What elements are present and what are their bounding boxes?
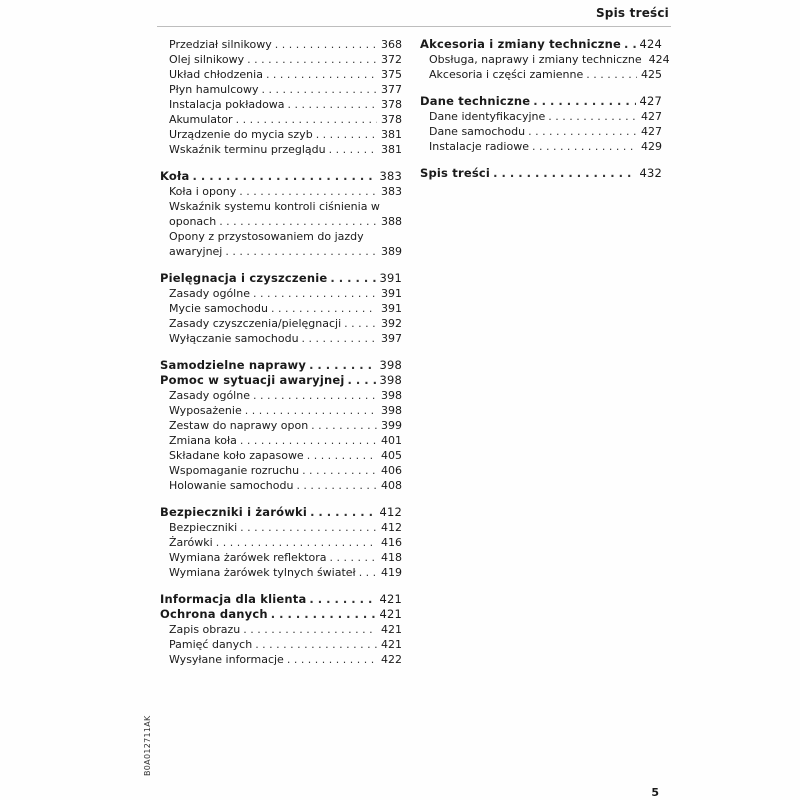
toc-page-number: 432 [639,166,662,180]
toc-heading[interactable] [160,505,402,520]
toc-entry-title: Obsługa, naprawy i zmiany techniczne [429,53,642,66]
toc-entry-title: Dane samochodu [429,125,526,138]
toc-page-number: 427 [641,125,662,138]
toc-entry[interactable] [160,403,402,418]
dot-leader [528,124,637,139]
toc-entry[interactable] [160,448,402,463]
toc-entry[interactable] [160,127,402,142]
toc-page-number: 421 [379,592,402,606]
dot-leader [533,94,636,109]
toc-page-number: 378 [381,113,402,126]
dot-leader [296,478,377,493]
toc-page-number: 421 [381,638,402,651]
toc-entry-title: Układ chłodzenia [169,68,263,81]
toc-entry[interactable] [160,565,402,580]
toc-entry-title: Wysyłane informacje [169,653,284,666]
toc-entry-title: Płyn hamulcowy [169,83,259,96]
dot-leader [310,505,376,520]
dot-leader [216,535,377,550]
toc-entry[interactable] [160,535,402,550]
toc-entry-title: Ochrona danych [160,607,268,621]
dot-leader [548,109,637,124]
toc-page-number: 398 [379,373,402,387]
toc-entry-title: Wymiana żarówek reflektora [169,551,327,564]
toc-section [420,166,662,181]
toc-entry-title: Wymiana żarówek tylnych świateł [169,566,356,579]
toc-page-number: 388 [381,215,402,228]
dot-leader [271,301,377,316]
dot-leader [586,67,637,82]
dot-leader [330,271,376,286]
toc-entry-title: Holowanie samochodu [169,479,294,492]
toc-page-number: 412 [381,521,402,534]
toc-entry[interactable] [160,112,402,127]
toc-page-number: 429 [641,140,662,153]
toc-page-number: 398 [381,389,402,402]
toc-page-number: 401 [381,434,402,447]
toc-page-number: 368 [381,38,402,51]
dot-leader [532,139,637,154]
dot-leader [329,142,377,157]
toc-section [160,592,402,667]
dot-leader [225,244,377,259]
toc-right-column [420,37,670,193]
toc-entry-title: Akcesoria i części zamienne [429,68,584,81]
toc-page-number: 408 [381,479,402,492]
dot-leader [253,286,377,301]
toc-heading[interactable] [420,37,662,52]
dot-leader [266,67,377,82]
dot-leader [309,592,376,607]
toc-entry[interactable] [160,433,402,448]
toc-entry[interactable] [160,52,402,67]
toc-entry-title: Spis treści [420,166,491,180]
toc-entry[interactable] [160,214,402,229]
toc-left-column [160,37,402,679]
toc-heading[interactable] [160,592,402,607]
toc-entry[interactable] [420,124,662,139]
dot-leader [302,331,377,346]
toc-entry-title: Zasady ogólne [169,389,250,402]
toc-heading[interactable] [420,166,662,181]
toc-section [160,169,402,259]
toc-entry[interactable] [420,109,662,124]
toc-entry[interactable] [160,550,402,565]
dot-leader [239,184,377,199]
toc-page-number: 424 [639,37,662,51]
dot-leader [243,622,377,637]
toc-heading[interactable] [160,373,402,388]
toc-entry-title: Zasady czyszczenia/pielęgnacji [169,317,342,330]
toc-entry[interactable] [160,142,402,157]
toc-entry[interactable] [160,37,402,52]
toc-section [420,37,670,82]
toc-page-number: 416 [381,536,402,549]
toc-page-number: 381 [381,128,402,141]
toc-entry[interactable] [160,463,402,478]
dot-leader [240,520,377,535]
toc-entry-title: Składane koło zapasowe [169,449,304,462]
dot-leader [261,82,377,97]
toc-page-number: 378 [381,98,402,111]
toc-entry-title: Mycie samochodu [169,302,268,315]
toc-page-number: 399 [381,419,402,432]
dot-leader [287,652,377,667]
toc-page-number: 412 [379,505,402,519]
toc-page-number: 405 [381,449,402,462]
toc-entry[interactable] [160,301,402,316]
dot-leader [302,463,377,478]
toc-entry[interactable] [160,244,402,259]
dot-leader [219,214,377,229]
toc-entry-title: Zasady ogólne [169,287,250,300]
toc-entry-title: Koła [160,169,190,183]
toc-entry-title: oponach [169,215,217,228]
toc-page-number: 372 [381,53,402,66]
dot-leader [344,316,377,331]
toc-page-number: 418 [381,551,402,564]
dot-leader [311,418,377,433]
toc-page-number: 425 [641,68,662,81]
toc-entry-title: Akcesoria i zmiany techniczne [420,37,622,51]
toc-entry-title: Wyposażenie [169,404,242,417]
toc-page-number: 424 [648,53,670,66]
toc-entry[interactable] [160,67,402,82]
dot-leader [253,388,377,403]
page-number: 5 [651,786,659,799]
toc-entry[interactable] [160,331,402,346]
toc-entry-title: Pamięć danych [169,638,253,651]
toc-entry[interactable] [160,622,402,637]
toc-section [160,358,402,493]
toc-page-number: 419 [381,566,402,579]
dot-leader [240,433,377,448]
toc-entry-title: Bezpieczniki [169,521,238,534]
toc-entry[interactable] [160,478,402,493]
dot-leader [307,448,377,463]
toc-entry[interactable] [160,520,402,535]
toc-entry-title: Akumulator [169,113,233,126]
toc-entry-title: Instalacje radiowe [429,140,529,153]
toc-page-number: 383 [379,169,402,183]
dot-leader [309,358,376,373]
toc-entry-title: Urządzenie do mycia szyb [169,128,313,141]
toc-entry-title: Zestaw do naprawy opon [169,419,309,432]
toc-page-number: 427 [639,94,662,108]
toc-page-number: 406 [381,464,402,477]
toc-page-number: 398 [381,404,402,417]
dot-leader [624,37,636,52]
dot-leader [192,169,376,184]
page-title: Spis treści [595,6,669,20]
toc-page-number: 421 [381,623,402,636]
dot-leader [348,373,377,388]
dot-leader [288,97,377,112]
toc-entry-title: Wyłączanie samochodu [169,332,299,345]
toc-page-number: 381 [381,143,402,156]
dot-leader [330,550,378,565]
toc-entry-title: Pielęgnacja i czyszczenie [160,271,328,285]
toc-page-number: 391 [381,287,402,300]
toc-entry-title: Wspomaganie rozruchu [169,464,300,477]
toc-entry-title: Dane identyfikacyjne [429,110,546,123]
dot-leader [493,166,636,181]
toc-heading[interactable] [160,271,402,286]
toc-page-number: 421 [379,607,402,621]
dot-leader [275,37,377,52]
toc-entry-title: Informacja dla klienta [160,592,307,606]
toc-entry-title: Pomoc w sytuacji awaryjnej [160,373,345,387]
page-header [157,0,671,27]
toc-entry[interactable] [160,418,402,433]
toc-section [160,37,402,157]
dot-leader [255,637,377,652]
toc-page-number: 392 [381,317,402,330]
toc-entry-title: awaryjnej [169,245,223,258]
dot-leader [245,403,377,418]
toc-page-number: 398 [379,358,402,372]
toc-entry[interactable] [420,139,662,154]
toc-entry-title: Przedział silnikowy [169,38,272,51]
toc-entry[interactable] [160,652,402,667]
toc-page-number: 422 [381,653,402,666]
toc-entry-first-line: Opony z przystosowaniem do jazdy [169,230,364,243]
toc-entry-title: Instalacja pokładowa [169,98,285,111]
toc-entry[interactable] [160,82,402,97]
document-code: B0A012711AK [143,715,152,776]
toc-heading[interactable] [160,358,402,373]
toc-entry-title: Samodzielne naprawy [160,358,307,372]
toc-entry-title: Olej silnikowy [169,53,245,66]
toc-entry[interactable] [160,286,402,301]
toc-entry-title: Zapis obrazu [169,623,241,636]
dot-leader [236,112,377,127]
toc-entry[interactable] [160,637,402,652]
toc-page-number: 391 [381,302,402,315]
toc-entry[interactable] [160,388,402,403]
toc-page-number: 383 [381,185,402,198]
toc-heading[interactable] [420,94,662,109]
dot-leader [316,127,377,142]
toc-entry[interactable] [160,184,402,199]
toc-entry-title: Wskaźnik terminu przeglądu [169,143,326,156]
toc-page-number: 375 [381,68,402,81]
toc-page-number: 427 [641,110,662,123]
toc-section [160,271,402,346]
toc-page-number: 391 [379,271,402,285]
dot-leader [359,565,377,580]
toc-entry-first-line: Wskaźnik systemu kontroli ciśnienia w [169,200,380,213]
toc-section [420,94,662,154]
toc-page-number: 397 [381,332,402,345]
toc-entry-title: Zmiana koła [169,434,237,447]
toc-entry[interactable] [420,67,662,82]
dot-leader [271,607,377,622]
toc-entry-title: Bezpieczniki i żarówki [160,505,308,519]
toc-entry[interactable] [160,97,402,112]
toc-entry[interactable] [420,52,670,67]
toc-heading[interactable] [160,607,402,622]
toc-entry-title: Dane techniczne [420,94,531,108]
toc-entry-title: Żarówki [169,536,213,549]
toc-section [160,505,402,580]
dot-leader [247,52,377,67]
toc-heading[interactable] [160,169,402,184]
toc-entry[interactable] [160,316,402,331]
toc-entry-title: Koła i opony [169,185,237,198]
toc-page-number: 377 [381,83,402,96]
toc-page-number: 389 [381,245,402,258]
